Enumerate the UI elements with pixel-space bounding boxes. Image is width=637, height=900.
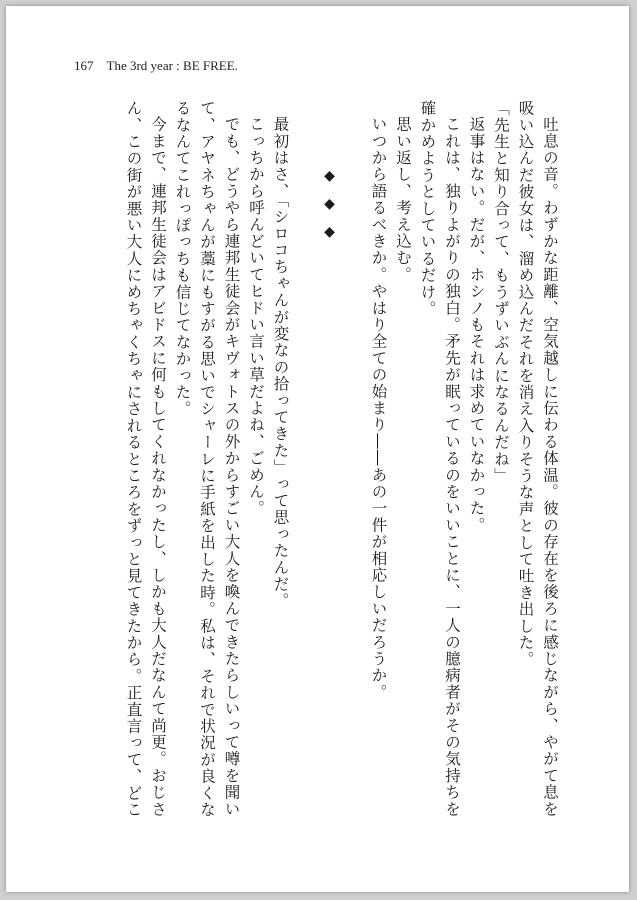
blank-line (293, 100, 318, 870)
text-line: でも、どうやら連邦生徒会がキヴォトスの外からすごい大人を喚んできたらしいって噂を聞い (222, 115, 241, 817)
text-line: 最初はさ、「シロコちゃんが変なの拾ってきた」って思ったんだ。 (271, 115, 290, 609)
book-page (6, 6, 629, 892)
text-line: て、アヤネちゃんが藁にもすがる思いでシャーレに手紙を出した時。私は、それで状況が良くな (198, 100, 216, 819)
text-line: 吐息の音。わずかな距離、空気越しに伝わる体温。彼の存在を後ろに感じながら、やがて息を (541, 115, 559, 817)
text-line: こっちから呼んどいてヒドい言い草だよね、ごめん。 (247, 115, 265, 517)
text-line: 返事はない。だが、ホシノもそれは求めていなかった。 (467, 115, 486, 533)
text-line: 確かめようとしているだけ。 (418, 100, 437, 318)
text-line: 吸い込んだ彼女は、溜め込んだそれを消え入りそうな声として吐き出した。 (516, 100, 535, 668)
text-line: 今まで、連邦生徒会はアビドスに何もしてくれなかったし、しかも大人だなんて尚更。おじさ (149, 115, 167, 817)
running-header (74, 58, 238, 74)
text-line: これは、独りよがりの独白。矛先が眠っているのをいいことに、一人の臆病者がその気持ちを (443, 115, 461, 817)
text-line: ん、この街が悪い大人にめちゃくちゃにされるところをずっと見てきたから。正直言って、どこ (124, 100, 143, 819)
text-line: 「先生と知り合って、もうずいぶんになるんだね」 (492, 100, 510, 485)
vertical-body-text (72, 100, 562, 870)
text-line: いつから語るべきか。やはり全ての始まり――あの一件が相応しいだろうか。 (369, 115, 388, 700)
page-number: 167 (74, 58, 94, 73)
text-line: 思い返し、考え込む。 (394, 115, 412, 283)
chapter-title: The 3rd year : BE FREE. (106, 58, 238, 73)
blank-line (342, 100, 367, 870)
section-separator: ◆◆◆ (321, 168, 338, 252)
text-line: るなんてこれっぽっちも信じてなかった。 (173, 100, 192, 418)
